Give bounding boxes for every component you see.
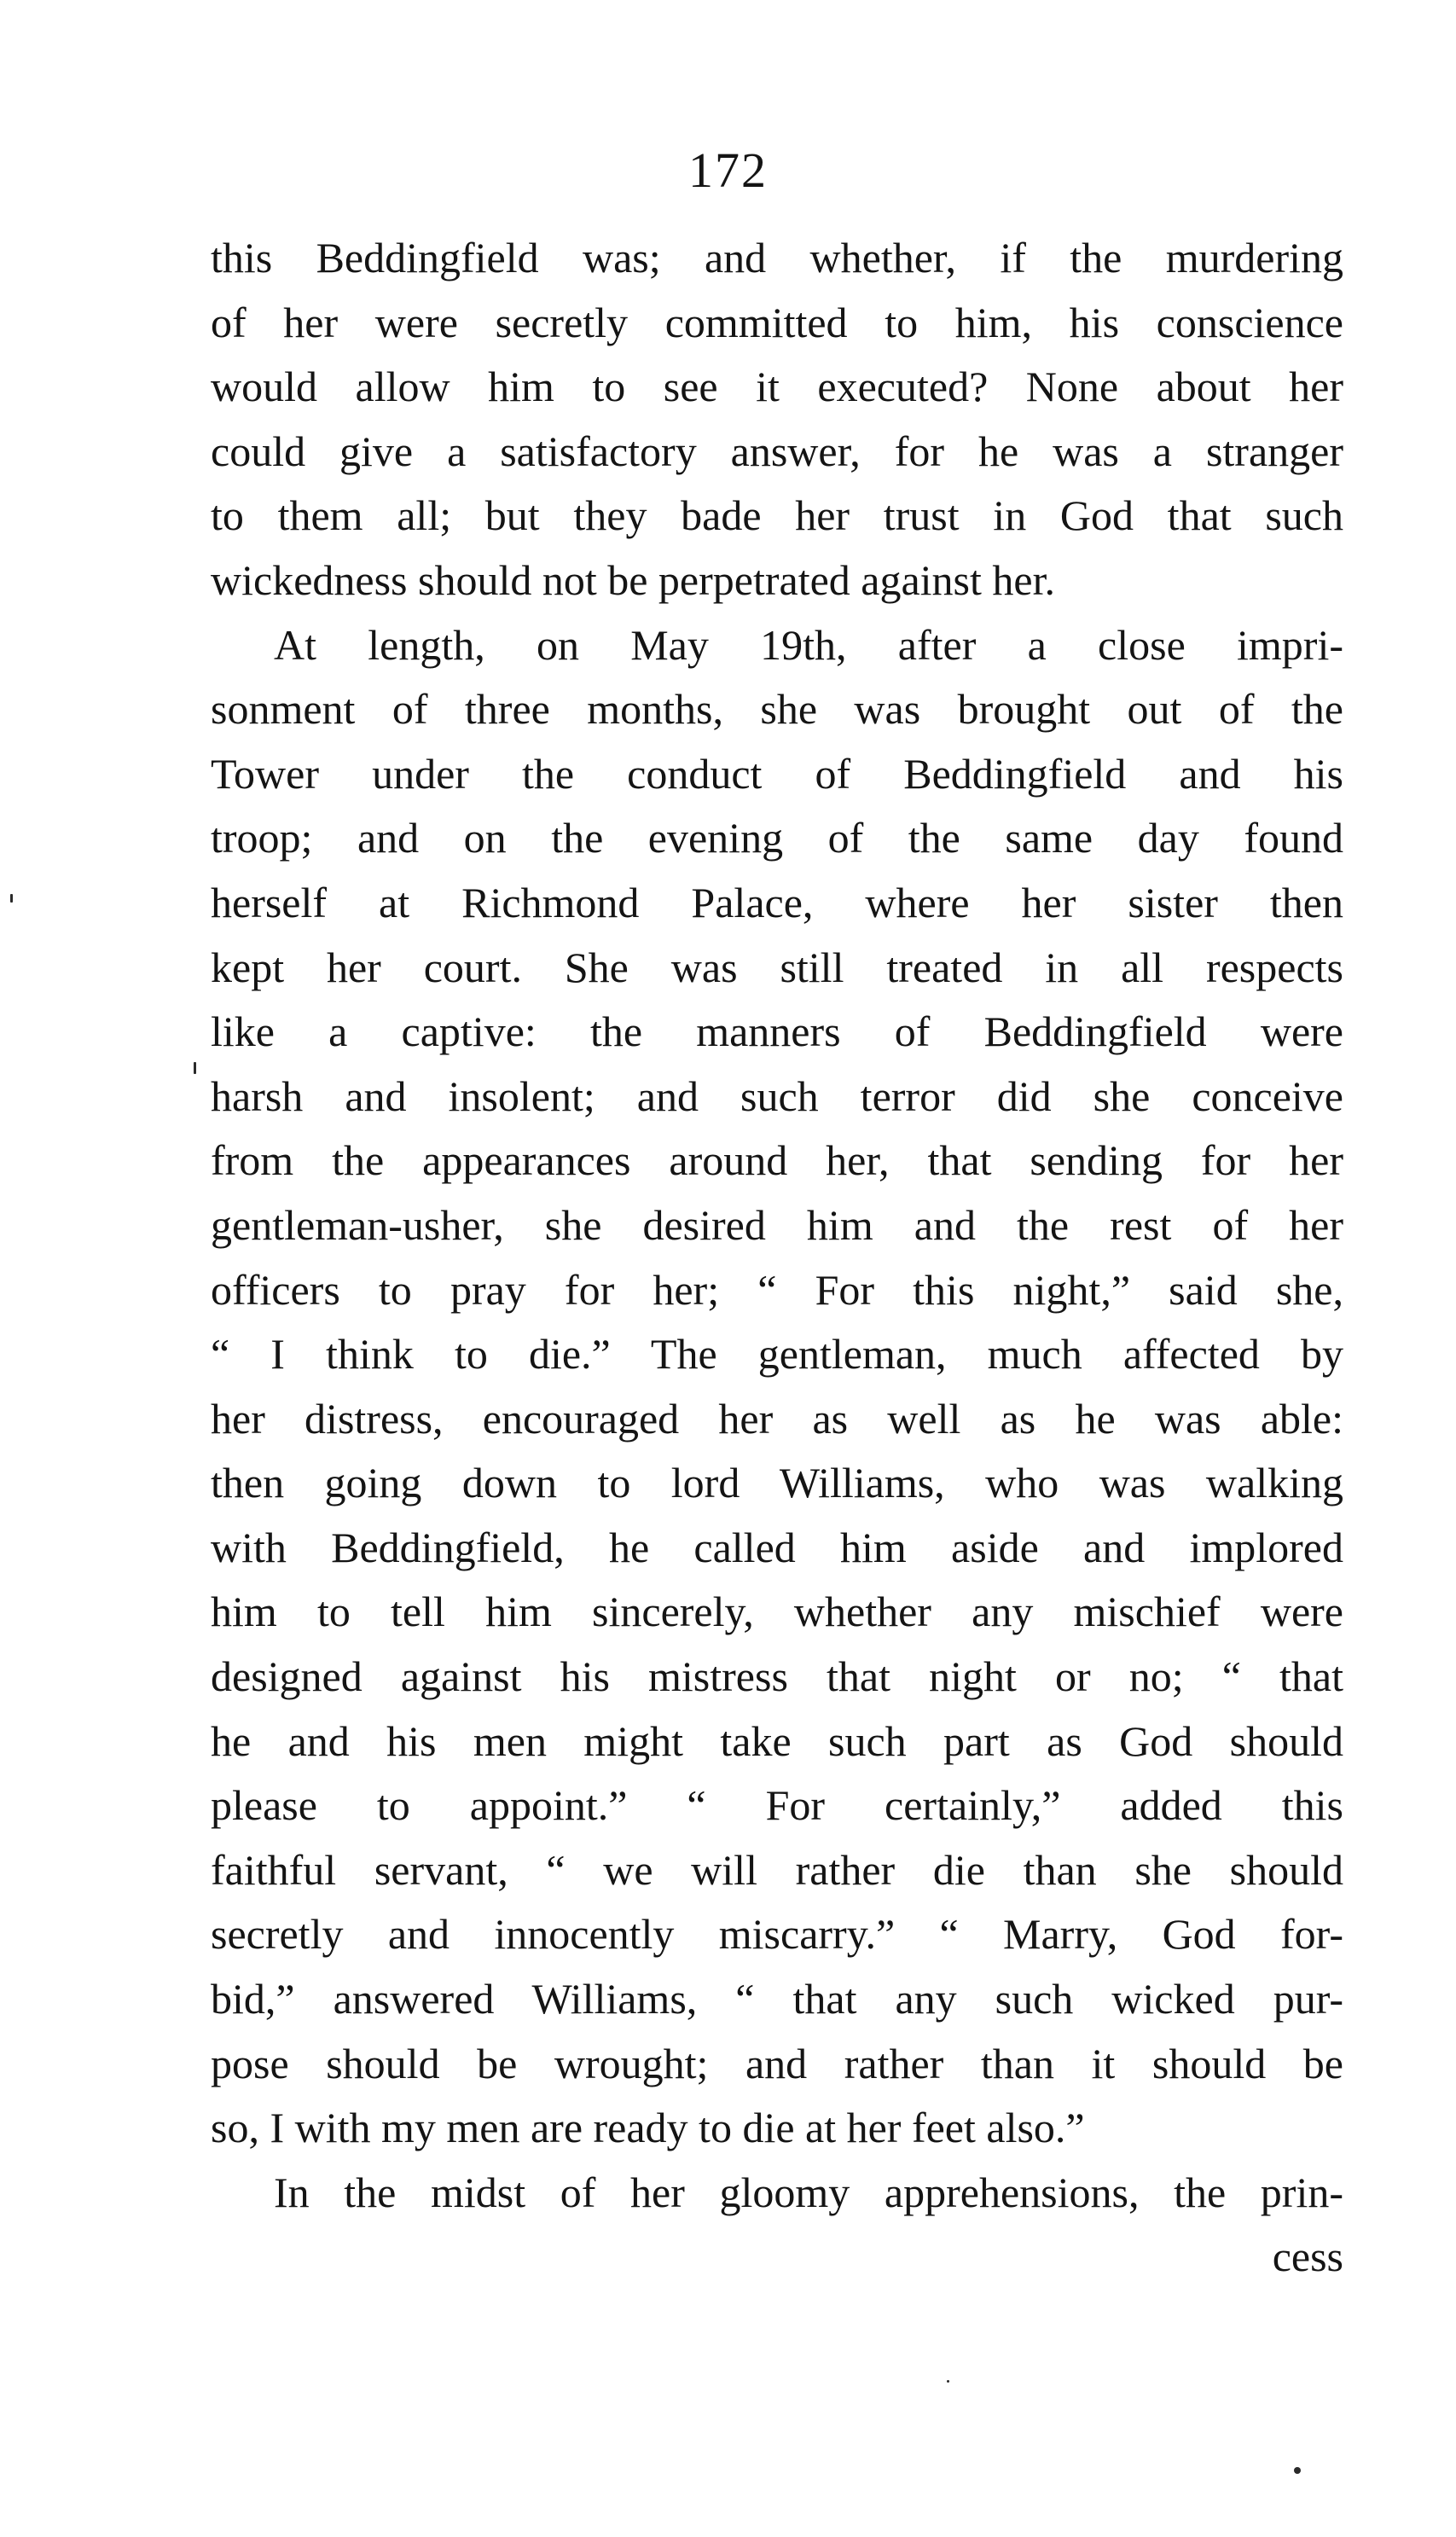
ink-speck <box>194 1062 196 1074</box>
ink-speck <box>947 2380 949 2383</box>
text-line: could give a satisfactory answer, for he was a stranger <box>211 427 1343 475</box>
text-line: faithful servant, “ we will rather die than she should <box>211 1845 1343 1894</box>
text-line: he and his men might take such part as God should <box>211 1716 1343 1765</box>
text-line: herself at Richmond Palace, where her sister then <box>211 878 1343 926</box>
page-number: 172 <box>688 142 768 198</box>
text-line: would allow him to see it executed? None about her <box>211 363 1343 411</box>
text-line: troop; and on the evening of the same day found <box>211 814 1343 862</box>
text-line: him to tell him sincerely, whether any mischief were <box>211 1588 1343 1636</box>
ink-speck <box>10 894 13 903</box>
body-text <box>211 226 1343 2290</box>
text-line: of her were secretly committed to him, his conscience <box>211 298 1343 346</box>
text-line: sonment of three months, she was brought out of the <box>211 685 1343 734</box>
text-line: pose should be wrought; and rather than it should be <box>211 2039 1343 2087</box>
text-line: designed against his mistress that night or no; “ that <box>211 1652 1343 1701</box>
text-line: so, I with my men are ready to die at her feet also.” <box>211 2104 1085 2152</box>
paragraph-start-line: At length, on May 19th, after a close impri- <box>274 620 1343 669</box>
catchword: cess <box>1272 2232 1343 2281</box>
text-line: with Beddingfield, he called him aside and implored <box>211 1523 1343 1571</box>
paragraph-start-line: In the midst of her gloomy apprehensions, the prin- <box>274 2168 1343 2216</box>
text-line: Tower under the conduct of Beddingfield and his <box>211 749 1343 798</box>
text-line: officers to pray for her; “ For this night,” said she, <box>211 1265 1343 1314</box>
text-line: bid,” answered Williams, “ that any such wicked pur- <box>211 1975 1343 2023</box>
text-line: please to appoint.” “ For certainly,” added this <box>211 1781 1343 1830</box>
text-line: then going down to lord Williams, who was walking <box>211 1459 1343 1507</box>
text-line: from the appearances around her, that sending for her <box>211 1136 1343 1185</box>
text-line: gentleman-usher, she desired him and the rest of her <box>211 1200 1343 1249</box>
text-line: like a captive: the manners of Beddingfield were <box>211 1007 1343 1056</box>
text-line: wickedness should not be perpetrated against her. <box>211 555 1055 604</box>
text-line: secretly and innocently miscarry.” “ Marry, God for- <box>211 1910 1343 1959</box>
text-line: kept her court. She was still treated in all respects <box>211 943 1343 991</box>
text-line: harsh and insolent; and such terror did she conceive <box>211 1071 1343 1120</box>
text-line: her distress, encouraged her as well as he was able: <box>211 1394 1343 1443</box>
text-line: to them all; but they bade her trust in God that such <box>211 491 1343 540</box>
text-line: this Beddingfield was; and whether, if the murdering <box>211 234 1343 282</box>
ink-speck <box>1294 2467 1301 2474</box>
text-line: “ I think to die.” The gentleman, much affected by <box>211 1330 1343 1379</box>
